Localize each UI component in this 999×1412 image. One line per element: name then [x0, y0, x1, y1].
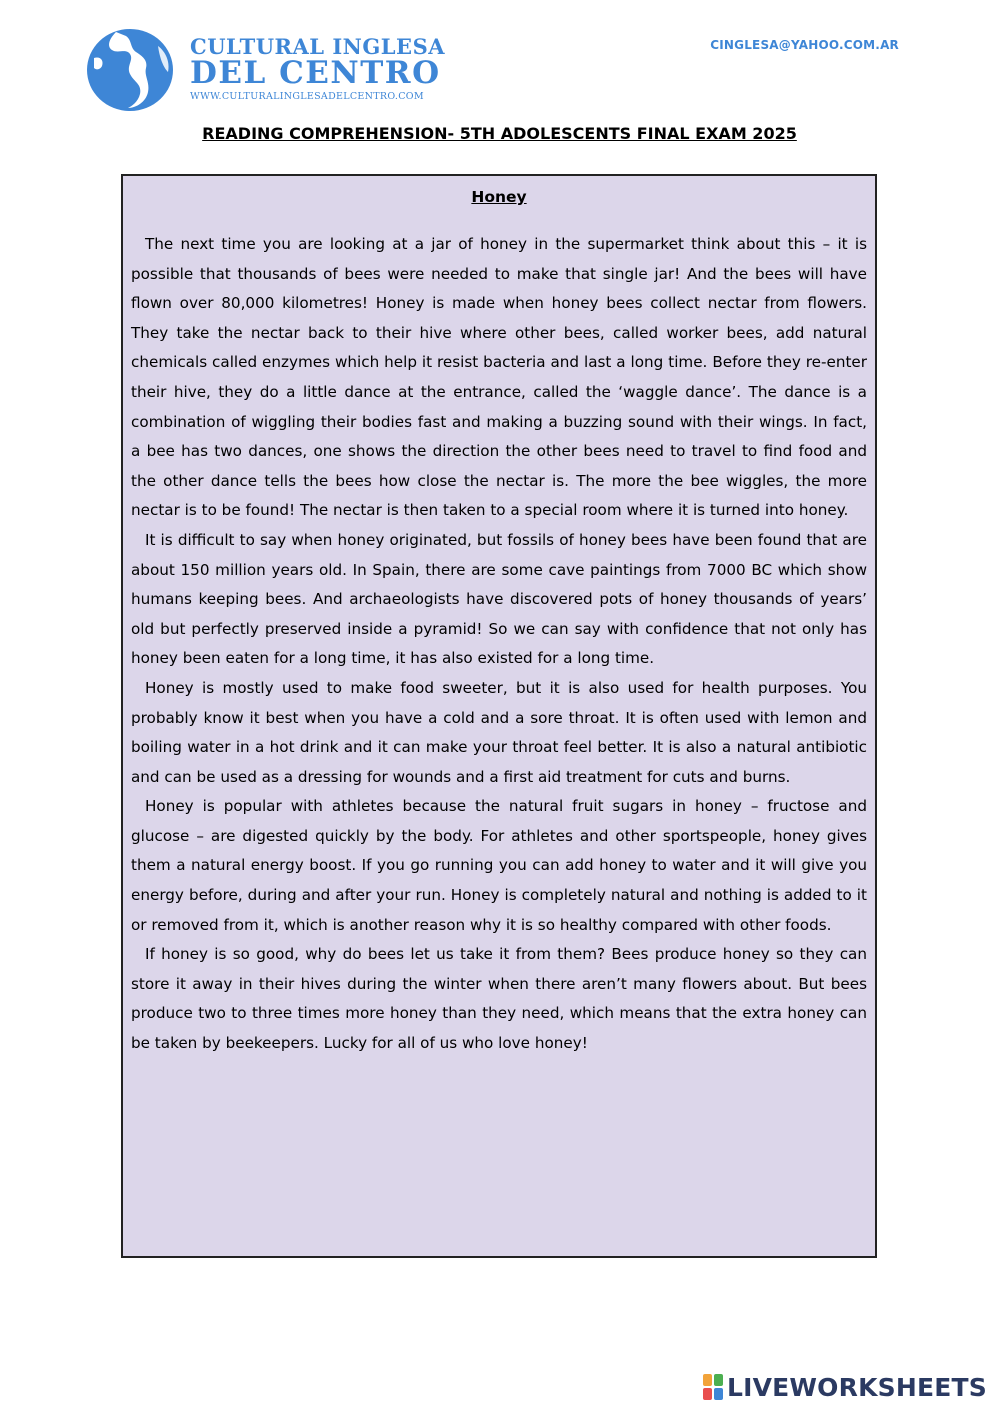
- school-logo: [86, 28, 466, 112]
- paragraph-2: It is difficult to say when honey originated, but fossils of honey bees have been found that are about 150 million years old. In Spain, there are some cave paintings from 7000 BC which show humans keeping bees. And archaeologists have discovered pots of honey thousands of years’ old but perfectly preserved inside a pyramid! So we can say with confidence that not only has honey been eaten for a long time, it has also existed for a long time.: [131, 530, 867, 668]
- logo-line-1: CULTURAL INGLESA: [190, 34, 446, 59]
- paragraph-3: Honey is mostly used to make food sweeter, but it is also used for health purposes. You probably know it best when you have a cold and a sore throat. It is often used with lemon and boiling water in a hot drink and it can make your throat feel better. It is also a natural antibiotic and can be used as a dressing for wounds and a first aid treatment for cuts and burns.: [131, 678, 867, 786]
- watermark-text: LIVEWORKSHEETS: [726, 1372, 987, 1402]
- contact-email: CINGLESA@YAHOO.COM.AR: [710, 38, 899, 52]
- logo-url: WWW.CULTURALINGLESADELCENTRO.COM: [190, 91, 424, 102]
- paragraph-1: The next time you are looking at a jar of honey in the supermarket think about this – it is possible that thousands of bees were needed to make that single jar! And the bees will have flown over 80,000 kilometres! Honey is made when honey bees collect nectar from flowers. They take the nectar back to their hive where other bees, called worker bees, add natural chemicals called enzymes which help it resist bacteria and last a long time. Before they re-enter their hive, they do a little dance at the entrance, called the ‘waggle dance’. The dance is a combination of wiggling their bodies fast and making a buzzing sound with their wings. In fact, a bee has two dances, one shows the direction the other bees need to travel to find food and the other dance tells the bees how close the nectar is. The more the bee wiggles, the more nectar is to be found! The nectar is then taken to a special room where it is turned into honey.: [131, 235, 867, 520]
- paragraph-5: If honey is so good, why do bees let us take it from them? Bees produce honey so they can store it away in their hives during the winter when there aren’t many flowers about. But bees produce two to three times more honey than they need, which means that the extra honey can be taken by beekeepers. Lucky for all of us who love honey!: [131, 945, 867, 1053]
- paragraph-4: Honey is popular with athletes because the natural fruit sugars in honey – fructose and glucose – are digested quickly by the body. For athletes and other sportspeople, honey gives them a natural energy boost. If you go running you can add honey to water and it will give you energy before, during and after your run. Honey is completely natural and nothing is added to it or removed from it, which is another reason why it is so healthy compared with other foods.: [131, 797, 867, 934]
- logo-line-2: DEL CENTRO: [190, 55, 441, 91]
- liveworksheets-logo-icon: [703, 1374, 723, 1400]
- reading-passage-box: [121, 174, 877, 1258]
- liveworksheets-watermark: [703, 1370, 987, 1404]
- reading-title: Honey: [471, 188, 527, 206]
- globe-icon: [86, 28, 178, 112]
- exam-title: READING COMPREHENSION- 5TH ADOLESCENTS FINAL EXAM 2025: [202, 124, 797, 143]
